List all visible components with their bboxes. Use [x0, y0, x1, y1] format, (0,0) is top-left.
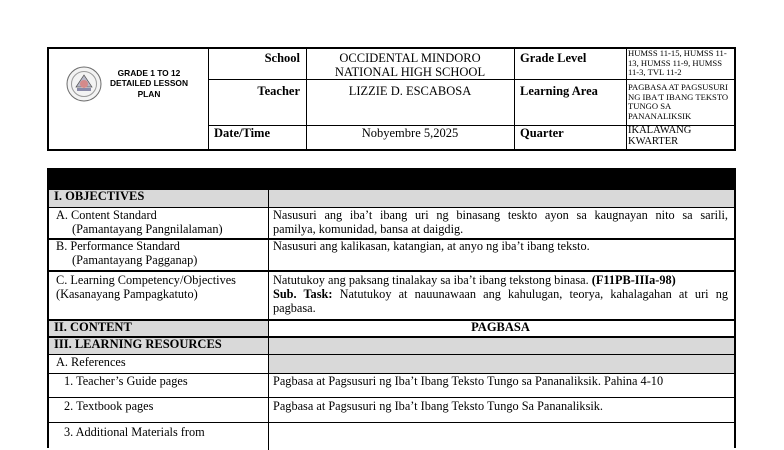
section-learning-resources: III. LEARNING RESOURCES: [54, 337, 222, 351]
section-objectives: I. OBJECTIVES: [54, 189, 145, 203]
datetime-value: Nobyembre 5,2025: [361, 126, 459, 140]
competency-value: Natutukoy ang paksang tinalakay sa iba’t ibang tekstong binasa. (F11PB-IIIa-98) Sub. Task: Natutukoy at nauunawaan ang kahulugan, teorya, kahalagahan at uri ng pagbasa.: [273, 273, 728, 315]
teacher-label: Teacher: [257, 84, 300, 98]
teacher-value: LIZZIE D. ESCABOSA: [348, 84, 472, 98]
datetime-label: Date/Time: [214, 126, 271, 140]
textbook-value: Pagbasa at Pagsusuri ng Iba’t Ibang Teksto Tungo Sa Pananaliksik.: [273, 399, 603, 413]
teachers-guide-label: 1. Teacher’s Guide pages: [64, 374, 188, 388]
content-standard-label: A. Content Standard (Pamantayang Pangnilalaman): [56, 208, 223, 236]
competency-code: (F11PB-IIIa-98): [591, 273, 676, 287]
additional-materials-label: 3. Additional Materials from: [64, 425, 205, 439]
learning-area-value: PAGBASA AT PAGSUSURI NG IBA'T IBANG TEKSTO TUNGO SA PANANALIKSIK: [628, 82, 729, 121]
content-value: PAGBASA: [471, 320, 530, 334]
section-content: II. CONTENT: [54, 320, 132, 334]
performance-standard-label: B. Performance Standard (Pamantayang Pagganap): [56, 239, 198, 267]
school-value: OCCIDENTAL MINDORO NATIONAL HIGH SCHOOL: [334, 51, 486, 79]
school-label: School: [264, 51, 300, 65]
grade-level-label: Grade Level: [520, 51, 587, 65]
performance-standard-value: Nasusuri ang kalikasan, katangian, at anyo ng iba’t ibang teksto.: [273, 239, 590, 253]
quarter-label: Quarter: [520, 126, 564, 140]
learning-area-label: Learning Area: [520, 84, 598, 98]
teachers-guide-value: Pagbasa at Pagsusuri ng Iba’t Ibang Teksto Tungo sa Pananaliksik. Pahina 4-10: [273, 374, 664, 388]
textbook-label: 2. Textbook pages: [64, 399, 154, 413]
competency-label: C. Learning Competency/Objectives (Kasanayang Pampagkatuto): [56, 273, 236, 301]
deped-seal-logo: [66, 66, 102, 102]
grade-level-value: HUMSS 11-15, HUMSS 11-13, HUMSS 11-9, HUMSS 11-3, TVL 11-2: [628, 48, 727, 78]
references-label: A. References: [56, 355, 126, 369]
subtask-label: Sub. Task:: [273, 287, 333, 301]
quarter-value: IKALAWANG KWARTER: [628, 125, 692, 147]
lesson-plan-title: GRADE 1 TO 12 DETAILED LESSON PLAN: [109, 68, 188, 99]
content-standard-value: Nasusuri ang iba’t ibang uri ng binasang teskto ayon sa kaugnayan nito sa sarili, pamilya, komunidad, bansa at daigdig.: [273, 208, 728, 236]
